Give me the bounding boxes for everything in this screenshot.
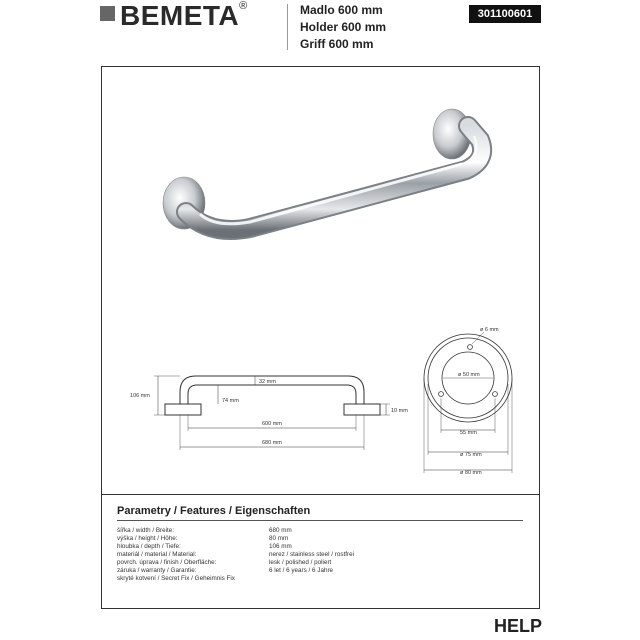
dim-inner-circle: ø 50 mm xyxy=(458,372,480,378)
param-key: skryté kotvení / Secret Fix / Geheimnis Fix xyxy=(117,575,235,582)
dim-inner-length: 600 mm xyxy=(262,421,282,427)
params-divider xyxy=(117,520,523,521)
registered-mark: ® xyxy=(239,0,248,12)
param-value: lesk / polished / poliert xyxy=(269,559,332,566)
product-title-en: Holder 600 mm xyxy=(300,20,387,34)
param-key: materiál / material / Material: xyxy=(117,551,197,558)
product-title-cz: Madlo 600 mm xyxy=(300,3,383,17)
param-key: hloubka / depth / Tiefe: xyxy=(117,543,181,550)
dim-hole-spacing: 55 mm xyxy=(460,430,477,436)
param-value: nerez / stainless steel / rostfrei xyxy=(269,551,355,558)
product-code-badge: 301100601 xyxy=(469,5,541,23)
brand-name: BEMETA xyxy=(120,0,240,31)
dim-hole: ø 6 mm xyxy=(480,327,499,333)
dim-total-length: 680 mm xyxy=(262,440,282,446)
param-value: 80 mm xyxy=(269,535,289,542)
dim-mid-circle: ø 75 mm xyxy=(460,452,482,458)
product-title-de: Griff 600 mm xyxy=(300,37,374,51)
param-key: výška / height / Höhe: xyxy=(117,535,178,542)
dim-height: 106 mm xyxy=(130,393,150,399)
param-value: 6 let / 6 years / 6 Jahre xyxy=(269,567,334,574)
dim-inner-height: 74 mm xyxy=(222,398,239,404)
param-key: povrch. úprava / finish / Oberfläche: xyxy=(117,559,217,566)
dim-outer-circle: ø 80 mm xyxy=(460,470,482,476)
params-title: Parametry / Features / Eigenschaften xyxy=(117,505,311,517)
param-key: záruka / warranty / Garantie: xyxy=(117,567,197,574)
param-value: 680 mm xyxy=(269,527,292,534)
series-name: HELP xyxy=(493,616,542,636)
side-view-drawing xyxy=(154,376,390,450)
dim-tube-offset: 32 mm xyxy=(259,379,276,385)
dim-base-height: 10 mm xyxy=(391,408,408,414)
product-photo xyxy=(163,109,482,230)
param-key: šířka / width / Breite: xyxy=(117,527,175,534)
param-value: 106 mm xyxy=(269,543,292,550)
